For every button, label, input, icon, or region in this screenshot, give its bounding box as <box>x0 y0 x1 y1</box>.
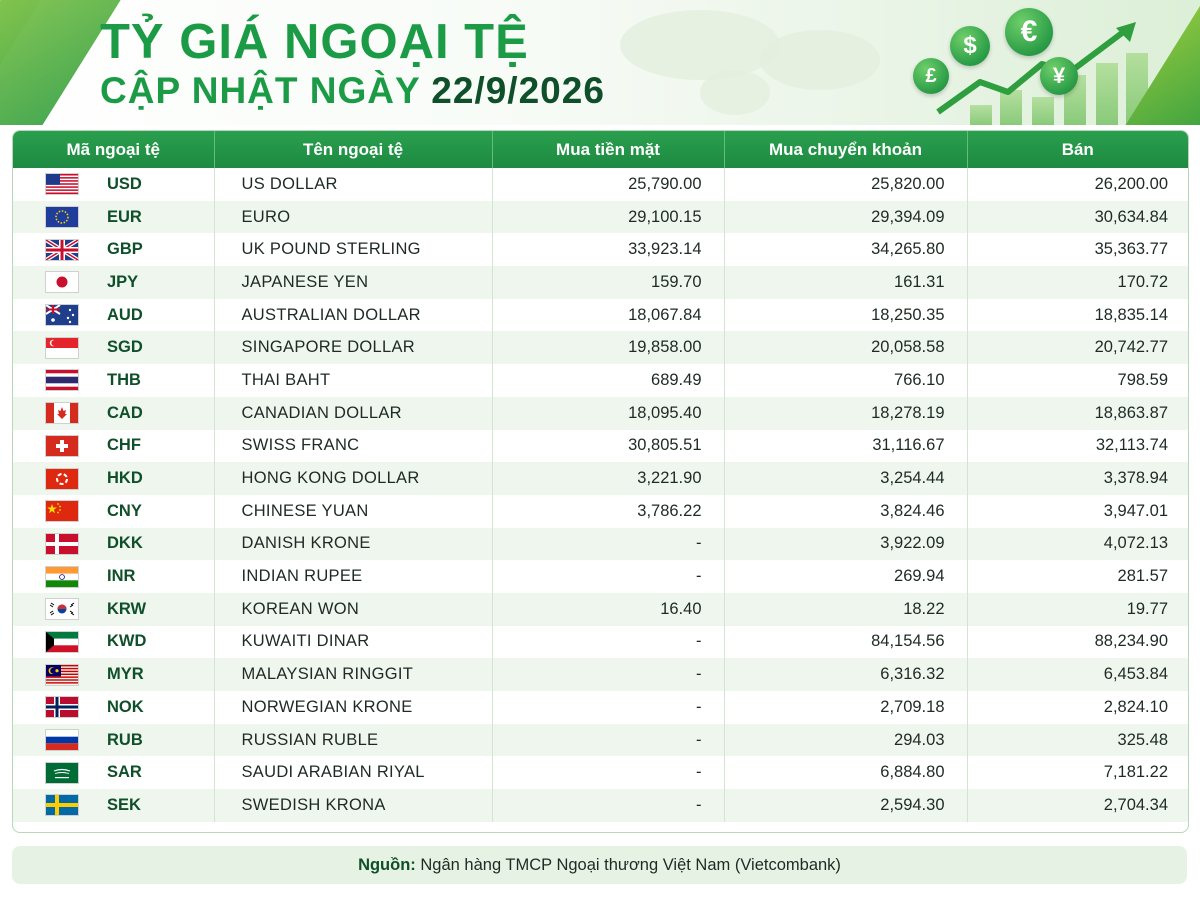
sell-rate: 2,704.34 <box>967 789 1188 822</box>
switzerland-flag-icon <box>45 435 79 457</box>
currency-name: SAUDI ARABIAN RIYAL <box>214 756 492 789</box>
sell-rate: 281.57 <box>1117 567 1168 586</box>
dollar-coin-icon: $ <box>950 26 990 66</box>
sell-rate: 3,378.94 <box>967 462 1188 495</box>
currency-code-cell <box>13 364 214 397</box>
transfer-buy-rate: 269.94 <box>724 560 967 593</box>
currency-code-cell <box>13 658 214 691</box>
transfer-buy-rate: 294.03 <box>724 724 967 757</box>
world-map-shape <box>700 70 770 115</box>
table-header-row <box>13 131 1188 168</box>
sell-rate: 325.48 <box>967 724 1188 757</box>
india-flag-icon <box>45 566 79 588</box>
singapore-flag-icon <box>45 337 79 359</box>
column-header-transfer-buy: Mua chuyển khoản <box>724 131 967 168</box>
hongkong-flag-icon <box>45 468 79 490</box>
currency-code-cell <box>13 593 214 626</box>
currency-name: UK POUND STERLING <box>214 233 492 266</box>
currency-name: KOREAN WON <box>214 593 492 626</box>
table-row <box>13 299 1188 332</box>
currency-name: EURO <box>214 201 492 234</box>
currency-code-cell <box>13 462 214 495</box>
cash-buy-rate: 3,786.22 <box>492 495 724 528</box>
exchange-rate-table <box>12 130 1189 833</box>
source-label: Nguồn: <box>358 856 416 874</box>
currency-name: SINGAPORE DOLLAR <box>214 331 492 364</box>
malaysia-flag-icon <box>45 664 79 686</box>
transfer-buy-rate: 18.22 <box>724 593 967 626</box>
sell-rate: 20,742.77 <box>967 331 1188 364</box>
yen-coin-icon: ¥ <box>1040 57 1078 95</box>
banner-header <box>0 0 1200 125</box>
currency-code: CNY <box>107 501 142 520</box>
table-row <box>13 528 1188 561</box>
sell-rate: 3,947.01 <box>1103 501 1168 520</box>
uk-flag-icon <box>45 239 79 261</box>
table-row <box>13 560 1188 593</box>
cash-buy-rate: - <box>492 691 724 724</box>
currency-code-cell <box>13 397 214 430</box>
eu-flag-icon <box>45 206 79 228</box>
kuwait-flag-icon <box>45 631 79 653</box>
transfer-buy-rate: 161.31 <box>724 266 967 299</box>
update-date: 22/9/2026 <box>431 70 605 111</box>
table-row <box>13 397 1188 430</box>
currency-name: HONG KONG DOLLAR <box>214 462 492 495</box>
currency-code-cell <box>13 756 214 789</box>
cash-buy-rate: 16.40 <box>492 593 724 626</box>
sell-rate: 18,835.14 <box>1094 305 1168 324</box>
currency-code: KRW <box>107 599 147 618</box>
sell-rate: 32,113.74 <box>1095 436 1168 455</box>
sell-rate: 88,234.90 <box>1094 632 1168 651</box>
table-row <box>13 331 1188 364</box>
currency-code-cell <box>13 560 214 593</box>
china-flag-icon <box>45 500 79 522</box>
table-row <box>13 266 1188 299</box>
sell-rate: 6,453.84 <box>967 658 1188 691</box>
transfer-buy-rate: 3,922.09 <box>724 528 967 561</box>
table-row <box>13 364 1188 397</box>
sell-rate: 4,072.13 <box>967 528 1188 561</box>
euro-coin-icon: € <box>1005 8 1053 56</box>
currency-code: CAD <box>107 403 143 422</box>
transfer-buy-rate: 34,265.80 <box>724 233 967 266</box>
currency-code-cell <box>13 331 214 364</box>
table-row <box>13 462 1188 495</box>
currency-code-cell <box>13 168 214 201</box>
table-row <box>13 658 1188 691</box>
table-row <box>13 168 1188 201</box>
sell-rate: 2,824.10 <box>1103 697 1168 716</box>
subtitle-prefix: CẬP NHẬT NGÀY <box>100 70 421 111</box>
transfer-buy-rate: 3,254.44 <box>724 462 967 495</box>
currency-code-cell <box>13 201 214 234</box>
sweden-flag-icon <box>45 794 79 816</box>
currency-name: MALAYSIAN RINGGIT <box>214 658 492 691</box>
korea-flag-icon <box>45 598 79 620</box>
sell-rate: 18,863.87 <box>967 397 1188 430</box>
cash-buy-rate: 18,067.84 <box>492 299 724 332</box>
transfer-buy-rate: 18,278.19 <box>724 397 967 430</box>
sell-rate: 7,181.22 <box>1103 763 1168 782</box>
transfer-buy-rate: 766.10 <box>724 364 967 397</box>
saudi-flag-icon <box>45 762 79 784</box>
page-subtitle <box>100 70 605 112</box>
currency-name: INDIAN RUPEE <box>214 560 492 593</box>
currency-code: MYR <box>107 665 144 684</box>
cash-buy-rate: - <box>492 528 724 561</box>
world-map-shape <box>620 10 780 80</box>
currency-name: CANADIAN DOLLAR <box>214 397 492 430</box>
sell-rate: 35,363.77 <box>1094 240 1168 259</box>
transfer-buy-rate: 29,394.09 <box>724 201 967 234</box>
currency-name: DANISH KRONE <box>214 528 492 561</box>
currency-code: USD <box>107 174 142 193</box>
currency-name: NORWEGIAN KRONE <box>214 691 492 724</box>
currency-name: CHINESE YUAN <box>214 495 492 528</box>
currency-name: THAI BAHT <box>214 364 492 397</box>
table-row <box>13 233 1188 266</box>
currency-code-cell <box>13 266 214 299</box>
cash-buy-rate: 19,858.00 <box>492 331 724 364</box>
table-row <box>13 724 1188 757</box>
column-header-sell: Bán <box>967 131 1188 168</box>
currency-code: SEK <box>107 795 141 814</box>
currency-code: RUB <box>107 730 143 749</box>
canada-flag-icon <box>45 402 79 424</box>
currency-code: JPY <box>107 272 139 291</box>
currency-code: THB <box>107 370 141 389</box>
table-row <box>13 495 1188 528</box>
transfer-buy-rate: 6,316.32 <box>724 658 967 691</box>
transfer-buy-rate: 2,709.18 <box>724 691 967 724</box>
australia-flag-icon <box>45 304 79 326</box>
source-text: Ngân hàng TMCP Ngoại thương Việt Nam (Vietcombank) <box>420 856 841 874</box>
currency-name: KUWAITI DINAR <box>214 626 492 659</box>
table-row <box>13 430 1188 463</box>
norway-flag-icon <box>45 696 79 718</box>
currency-code-cell <box>13 724 214 757</box>
table-row <box>13 593 1188 626</box>
table-row <box>13 789 1188 822</box>
currency-code: DKK <box>107 534 143 553</box>
transfer-buy-rate: 3,824.46 <box>724 495 967 528</box>
column-header-cash-buy: Mua tiền mặt <box>492 131 724 168</box>
currency-code: CHF <box>107 436 141 455</box>
transfer-buy-rate: 6,884.80 <box>724 756 967 789</box>
currency-code: KWD <box>107 632 147 651</box>
sell-rate: 30,634.84 <box>967 201 1188 234</box>
currency-name: SWISS FRANC <box>214 430 492 463</box>
cash-buy-rate: - <box>492 724 724 757</box>
cash-buy-rate: 30,805.51 <box>492 430 724 463</box>
cash-buy-rate: 33,923.14 <box>492 233 724 266</box>
table-row <box>13 691 1188 724</box>
currency-code: INR <box>107 567 136 586</box>
sell-rate: 26,200.00 <box>1094 174 1168 193</box>
column-header-code: Mã ngoại tệ <box>13 131 214 168</box>
cash-buy-rate: - <box>492 789 724 822</box>
currency-code-cell <box>13 430 214 463</box>
currency-code-cell <box>13 528 214 561</box>
transfer-buy-rate: 84,154.56 <box>724 626 967 659</box>
currency-code: AUD <box>107 305 143 324</box>
currency-code: SAR <box>107 763 142 782</box>
transfer-buy-rate: 31,116.67 <box>724 430 967 463</box>
currency-code: GBP <box>107 240 143 259</box>
currency-name: US DOLLAR <box>214 168 492 201</box>
column-header-name: Tên ngoại tệ <box>214 131 492 168</box>
table-row <box>13 756 1188 789</box>
page-title: TỶ GIÁ NGOẠI TỆ <box>100 15 529 69</box>
currency-code: HKD <box>107 469 143 488</box>
cash-buy-rate: - <box>492 756 724 789</box>
usa-flag-icon <box>45 173 79 195</box>
sell-rate: 19.77 <box>967 593 1188 626</box>
currency-name: RUSSIAN RUBLE <box>214 724 492 757</box>
cash-buy-rate: 25,790.00 <box>492 168 724 201</box>
currency-code-cell <box>13 626 214 659</box>
cash-buy-rate: - <box>492 560 724 593</box>
table-row <box>13 201 1188 234</box>
denmark-flag-icon <box>45 533 79 555</box>
currency-code: NOK <box>107 697 144 716</box>
currency-code-cell <box>13 691 214 724</box>
transfer-buy-rate: 20,058.58 <box>724 331 967 364</box>
currency-code-cell <box>13 495 214 528</box>
cash-buy-rate: 159.70 <box>492 266 724 299</box>
currency-code-cell <box>13 299 214 332</box>
currency-code: SGD <box>107 338 143 357</box>
transfer-buy-rate: 18,250.35 <box>724 299 967 332</box>
cash-buy-rate: - <box>492 658 724 691</box>
world-map-shape <box>760 30 880 90</box>
sell-rate: 798.59 <box>1117 370 1168 389</box>
currency-name: JAPANESE YEN <box>214 266 492 299</box>
currency-name: AUSTRALIAN DOLLAR <box>214 299 492 332</box>
currency-code-cell <box>13 233 214 266</box>
pound-coin-icon: £ <box>913 58 949 94</box>
source-footer <box>12 846 1187 884</box>
transfer-buy-rate: 25,820.00 <box>724 168 967 201</box>
cash-buy-rate: 29,100.15 <box>492 201 724 234</box>
japan-flag-icon <box>45 271 79 293</box>
thailand-flag-icon <box>45 369 79 391</box>
currency-code: EUR <box>107 207 142 226</box>
cash-buy-rate: 689.49 <box>492 364 724 397</box>
cash-buy-rate: - <box>492 626 724 659</box>
currency-code-cell <box>13 789 214 822</box>
cash-buy-rate: 3,221.90 <box>492 462 724 495</box>
cash-buy-rate: 18,095.40 <box>492 397 724 430</box>
sell-rate: 170.72 <box>967 266 1188 299</box>
transfer-buy-rate: 2,594.30 <box>724 789 967 822</box>
currency-name: SWEDISH KRONA <box>214 789 492 822</box>
russia-flag-icon <box>45 729 79 751</box>
table-row <box>13 626 1188 659</box>
